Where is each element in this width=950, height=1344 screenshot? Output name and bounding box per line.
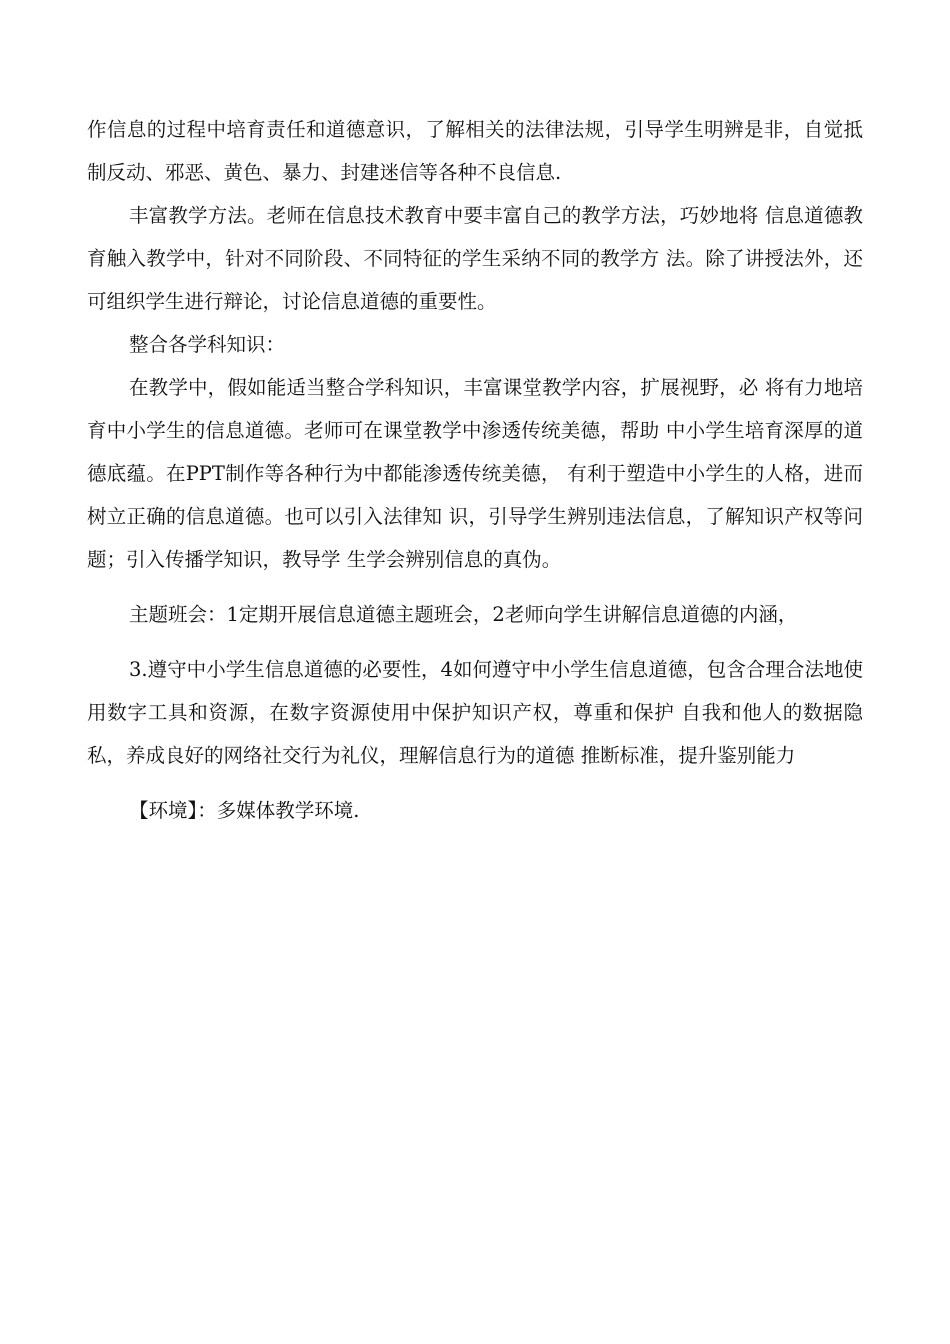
paragraph-environment: 【环境】：多媒体教学环境.	[129, 799, 360, 822]
paragraph-teaching-methods: 丰富教学方法。老师在信息技术教育中要丰富自己的教学方法，巧妙地将 信息道德教育触入教学中，针对不同阶段、不同特征的学生采纳不同的教学方 法。除了讲授法外，还可组织学生进行辩论，讨论信息道德的重要性。	[87, 204, 863, 313]
paragraph-necessity: 3.遵守中小学生信息道德的必要性，4如何遵守中小学生信息道德，包含合理合法地使用数字工具和资源，在数字资源使用中保护知识产权，尊重和保护 自我和他人的数据隐私，养成良好的网络社交行为礼仪，理解信息行为的道德 推断标准，提升鉴别能力	[87, 658, 863, 767]
document-page	[87, 108, 863, 832]
paragraph-theme-class-meeting: 主题班会：1定期开展信息道德主题班会，2老师向学生讲解信息道德的内涵，	[129, 603, 798, 626]
paragraph-integrate-subjects: 在教学中，假如能适当整合学科知识，丰富课堂教学内容，扩展视野，必 将有力地培育中小学生的信息道德。老师可在课堂教学中渗透传统美德，帮助 中小学生培育深厚的道德底蕴。在PPT制作等各种行为中都能渗透传统美德， 有利于塑造中小学生的人格，进而树立正确的信息道德。也可以引入法律知 识，引导学生辨别违法信息，了解知识产权等问题；引入传播学知识，教导学 生学会辨别信息的真伪。	[87, 376, 863, 571]
paragraph-continuation: 作信息的过程中培育责任和道德意识，了解相关的法律法规，引导学生明辨是非，自觉抵制反动、邪恶、黄色、暴力、封建迷信等各种不良信息.	[87, 118, 863, 184]
paragraph-heading-integrate-subjects: 整合各学科知识：	[129, 333, 286, 356]
